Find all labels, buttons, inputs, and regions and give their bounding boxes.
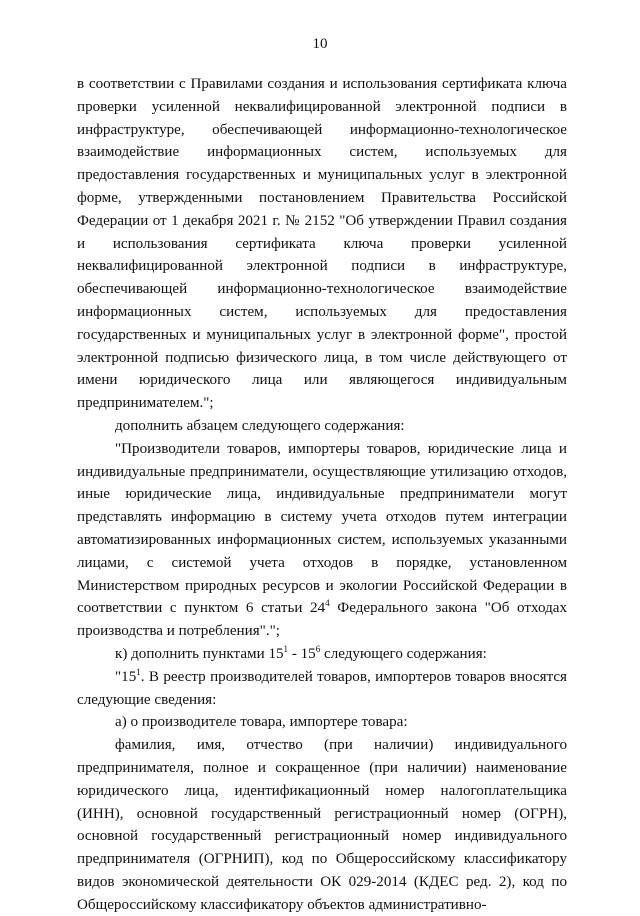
- paragraph-text: к) дополнить пунктами 15: [115, 645, 284, 662]
- paragraph-quoted-producers: [77, 438, 567, 643]
- paragraph-continuation: в соответствии с Правилами создания и использования сертификата ключа проверки усиленной неквалифицированной электронной подписи в инфраструктуре, обеспечивающей информационно-технологическое взаимодействие информационных систем, используемых для предоставления государственных и муниципальных услуг в электронной форме, утвержденными постановлением Правительства Российской Федерации от 1 декабря 2021 г. № 2152 "Об утверждении Правил создания и использования сертификата ключа проверки усиленной неквалифицированной электронной подписи в инфраструктуре, обеспечивающей информационно-технологическое взаимодействие информационных систем, используемых для предоставления государственных и муниципальных услуг в электронной форме", простой электронной подписью физического лица, в том числе действующего от имени юридического лица или являющегося индивидуальным предпринимателем.";: [77, 76, 567, 412]
- paragraph-item-k: [77, 643, 567, 666]
- paragraph-text: - 15: [288, 645, 316, 662]
- paragraph-subpoint-a: а) о производителе товара, импортере товара:: [115, 714, 408, 731]
- paragraph-text: "15: [115, 668, 137, 685]
- document-body: [77, 73, 567, 916]
- paragraph-details-list: фамилия, имя, отчество (при наличии) индивидуального предпринимателя, полное и сокращенное (при наличии) наименование юридического лица, идентификационный номер налогоплательщика (ИНН), основной государственный регистрационный номер (ОГРН), основной государственный регистрационный номер индивидуального предпринимателя (ОГРНИП), код по Общероссийскому классификатору видов экономической деятельности ОК 029-2014 (КДЕС ред. 2), код по Общероссийскому классификатору объектов административно-: [77, 737, 567, 913]
- paragraph-text: . В реестр производителей товаров, импортеров товаров вносятся следующие сведения:: [77, 668, 567, 708]
- paragraph-text: следующего содержания:: [320, 645, 487, 662]
- superscript: 6: [315, 643, 321, 654]
- superscript: 1: [283, 643, 289, 654]
- paragraph-text: Федерального закона "Об отходах производства и потребления".";: [77, 600, 567, 640]
- page-number: 10: [312, 36, 328, 52]
- paragraph-instruction-add-paragraph: дополнить абзацем следующего содержания:: [115, 417, 405, 434]
- paragraph-point-15-1: [77, 666, 567, 712]
- superscript: 1: [136, 666, 141, 677]
- superscript: 4: [325, 598, 330, 609]
- paragraph-text: "Производители товаров, импортеры товаров, юридические лица и индивидуальные предприниматели, осуществляющие утилизацию отходов, иные юридические лица, индивидуальные предприниматели могут представлять информацию в систему учета отходов путем интеграции автоматизированных информационных систем, используемых указанными лицами, с системой учета отходов в порядке, установленном Министерством природных ресурсов и экологии Российской Федерации в соответствии с пунктом 6 статьи 24: [77, 440, 567, 617]
